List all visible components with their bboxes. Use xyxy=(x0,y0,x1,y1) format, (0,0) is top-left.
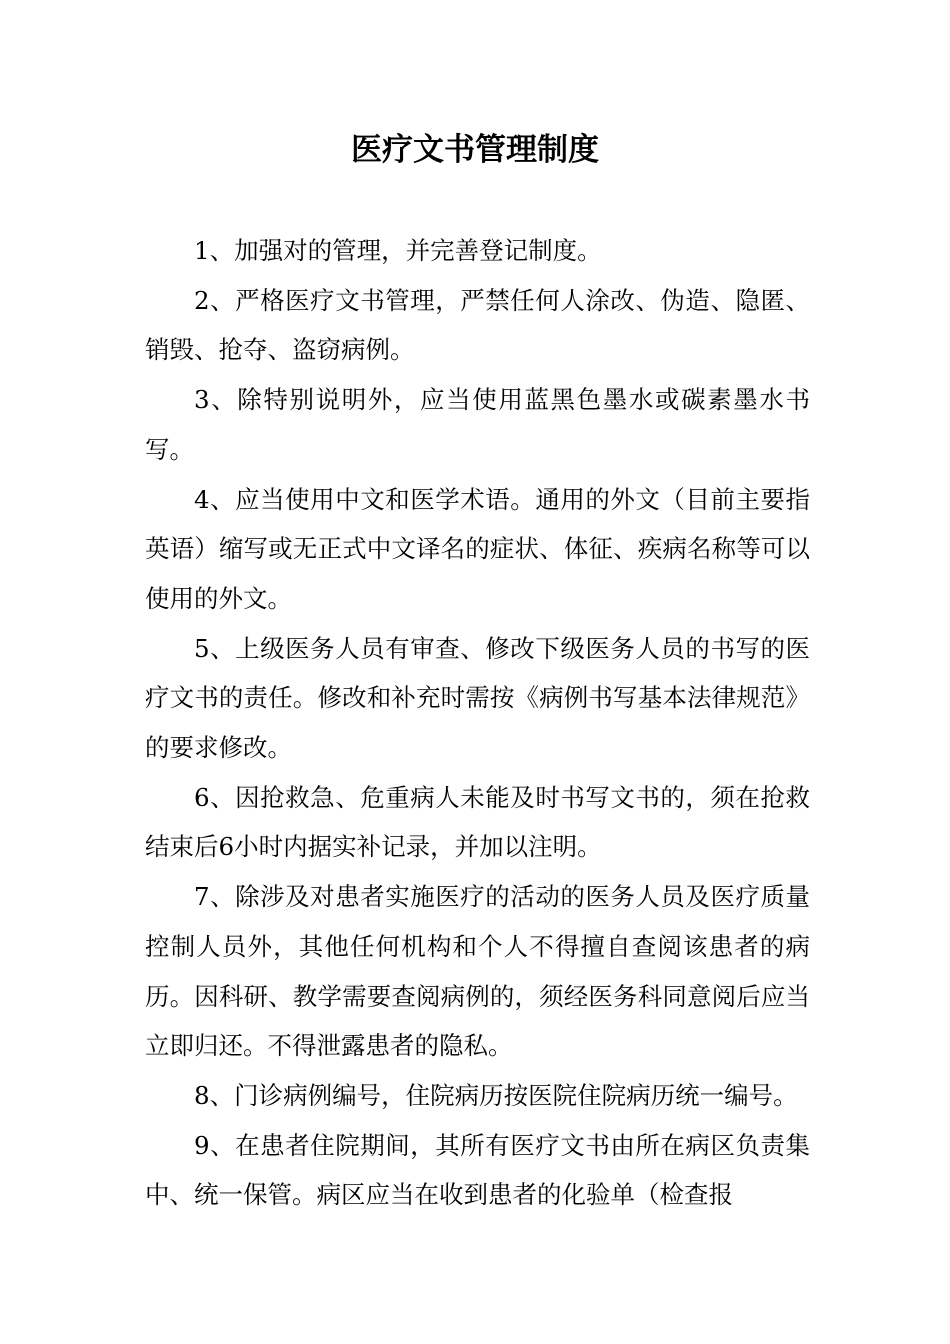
paragraph-6: 6、因抢救急、危重病人未能及时书写文书的，须在抢救结束后6小时内据实补记录，并加以注明。 xyxy=(145,782,810,862)
document-body xyxy=(145,226,810,1220)
paragraph-1: 1、加强对的管理，并完善登记制度。 xyxy=(194,236,602,265)
paragraph-5: 5、上级医务人员有审查、修改下级医务人员的书写的医疗文书的责任。修改和补充时需按《病例书写基本法律规范》的要求修改。 xyxy=(145,633,810,763)
paragraph-4: 4、应当使用中文和医学术语。通用的外文（目前主要指英语）缩写或无正式中文译名的症状、体征、疾病名称等可以使用的外文。 xyxy=(145,484,810,613)
paragraph-2: 2、严格医疗文书管理，严禁任何人涂改、伪造、隐匿、销毁、抢夺、盗窃病例。 xyxy=(145,285,810,365)
document-title: 医疗文书管理制度 xyxy=(351,132,599,168)
paragraph-3: 3、除特别说明外，应当使用蓝黑色墨水或碳素墨水书写。 xyxy=(145,385,810,464)
paragraph-7: 7、除涉及对患者实施医疗的活动的医务人员及医疗质量控制人员外，其他任何机构和个人不得擅自查阅该患者的病历。因科研、教学需要查阅病例的，须经医务科同意阅后应当立即归还。不得泄露患者的隐私。 xyxy=(145,882,810,1061)
paragraph-9: 9、在患者住院期间，其所有医疗文书由所在病区负责集中、统一保管。病区应当在收到患者的化验单（检查报 xyxy=(145,1130,810,1210)
paragraph-8: 8、门诊病例编号，住院病历按医院住院病历统一编号。 xyxy=(194,1080,798,1110)
